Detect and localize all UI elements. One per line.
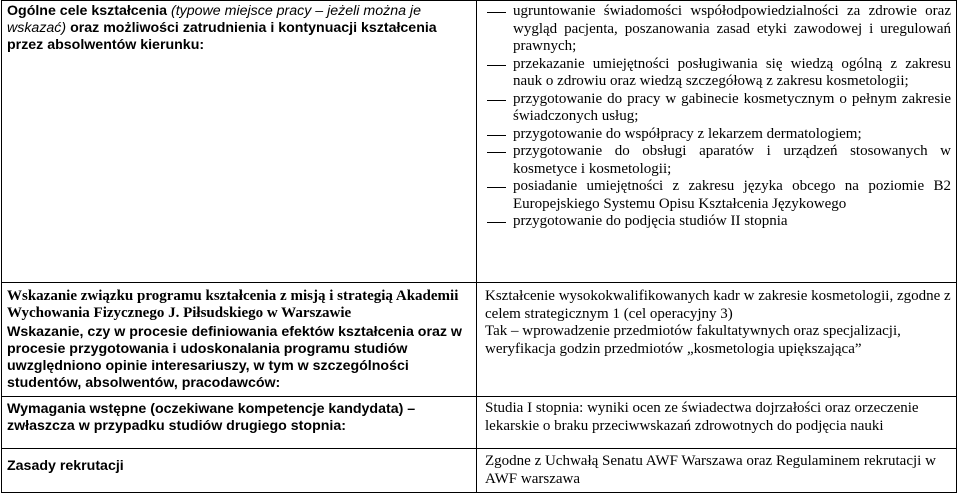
goal-bullet-item: przygotowanie do obsługi aparatów i urządzeń stosowanych w kosmetyce i kosmetologii;	[485, 143, 951, 178]
stakeholders-heading: Wskazanie, czy w procesie definiowania efektów kształcenia oraz w procesie przygotowania i udoskonalania programu studiów uwzględniono opinie interesariuszy, w tym w szczególności studentów, absolwentów, pracodawców:	[7, 324, 462, 391]
entry-requirements-heading: Wymagania wstępne (oczekiwane kompetencje kandydata) – zwłaszcza w przypadku studiów drugiego stopnia:	[7, 401, 416, 434]
goal-bullet-item: przekazanie umiejętności posługiwania się wiedzą ogólną z zakresu nauk o zdrowiu oraz wiedzą szczegółową z zakresu kosmetologii;	[485, 56, 951, 91]
column-divider	[476, 0, 477, 493]
row-divider-2	[1, 396, 957, 397]
entry-requirements-text: Studia I stopnia: wyniki ocen ze świadectwa dojrzałości oraz orzeczenie lekarskie o braku przeciwwskazań zdrowotnych do podjęcia nauki	[485, 400, 919, 434]
table-border-bottom	[1, 492, 957, 493]
goal-bullet-item: posiadanie umiejętności z zakresu języka obcego na poziomie B2 Europejskiego Systemu Opisu Kształcenia Językowego	[485, 178, 951, 213]
mission-link-cell	[4, 288, 472, 392]
recruitment-rules-text: Zgodne z Uchwałą Senatu AWF Warszawa oraz Regulaminem rekrutacji w AWF warszawa	[485, 453, 936, 487]
goal-bullet-item: przygotowanie do współpracy z lekarzem dermatologiem;	[485, 126, 951, 144]
goal-bullet-item: ugruntowanie świadomości współodpowiedzialności za zdrowie oraz wygląd pacjenta, poszanowania zasad etyki zawodowej i uregulowań prawnych;	[485, 3, 951, 56]
table-border-left	[1, 0, 2, 493]
stakeholders-text: Tak – wprowadzenie przedmiotów fakultatywnych oraz specjalizacji, weryfikacja godzin przedmiotów „kosmetologia upiększająca”	[485, 323, 901, 357]
table-border-right	[956, 0, 957, 493]
row-divider-1	[1, 282, 957, 283]
row-divider-3	[1, 448, 957, 449]
goals-bullet-list	[481, 3, 955, 231]
recruitment-rules-heading: Zasady rekrutacji	[7, 458, 124, 474]
goal-bullet-item: przygotowanie do pracy w gabinecie kosmetycznym o pełnym zakresie świadczonych usług;	[485, 91, 951, 126]
general-goals-heading: Ogólne cele kształcenia (typowe miejsce pracy – jeżeli można je wskazać) oraz możliwości zatrudnienia i kontynuacji kształcenia przez absolwentów kierunku:	[7, 3, 437, 53]
mission-link-heading: Wskazanie związku programu kształcenia z misją i strategią Akademii Wychowania Fizycznego J. Piłsudskiego w Warszawie	[7, 288, 459, 321]
document-table	[1, 0, 957, 493]
goal-bullet-item: przygotowanie do podjęcia studiów II stopnia	[485, 213, 951, 231]
mission-link-answer	[481, 288, 955, 358]
mission-link-text: Kształcenie wysokokwalifikowanych kadr w zakresie kosmetologii, zgodne z celem strategicznym 1 (cel operacyjny 3)	[485, 288, 951, 322]
table-border-top	[1, 0, 957, 1]
